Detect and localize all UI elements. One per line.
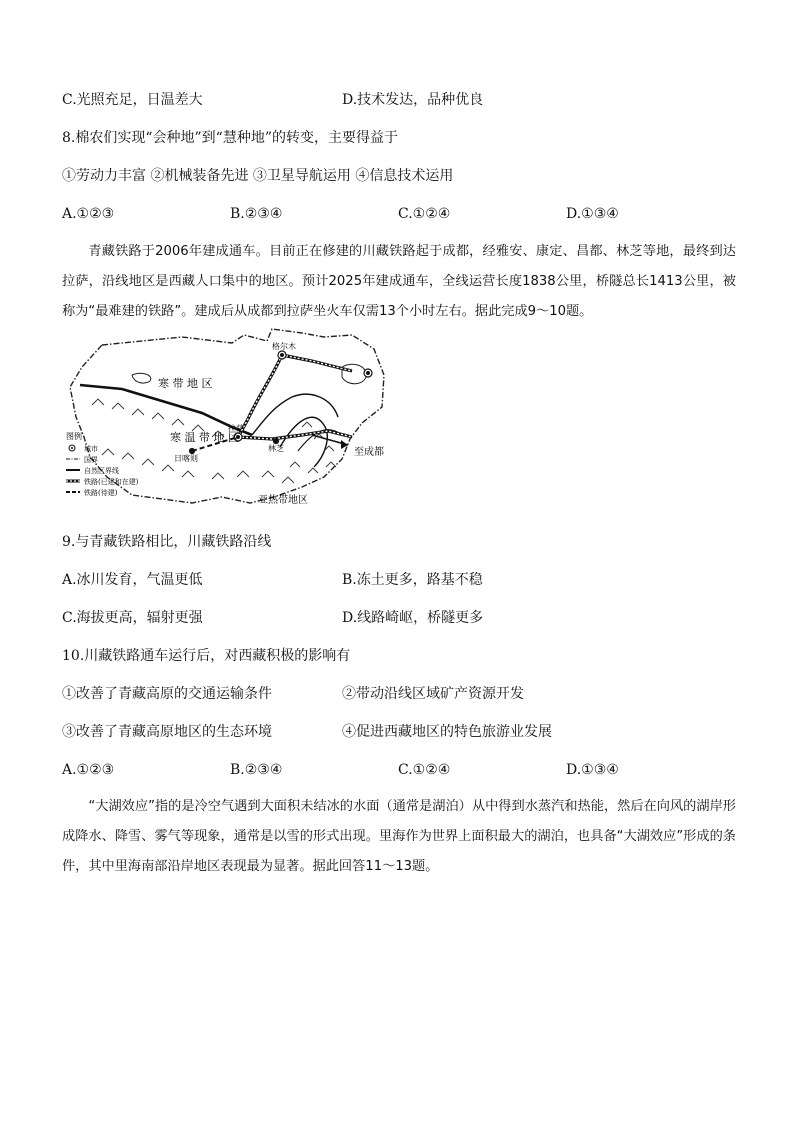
label-golmud: 格尔木 bbox=[272, 342, 296, 351]
passage-2-text: “大湖效应”指的是冷空气遇到大面积未结冰的水面（通常是湖泊）从中得到水蒸汽和热能，然后在向风的湖岸形成降水、降雪、雾气等现象，通常是以雪的形式出现。里海作为世界上面积最大的湖泊，也具备“大湖效应”形成的条件，其中里海南部沿岸地区表现最为显著。据此回答11～13题。 bbox=[62, 799, 736, 874]
label-temperate-zone: 寒 温 带 地 区 bbox=[170, 431, 239, 444]
q9-option-b: B.冻土更多，路基不稳 bbox=[342, 572, 483, 588]
q9-option-a: A.冰川发育，气温更低 bbox=[62, 572, 203, 588]
q7-option-c: C.光照充足，日温差大 bbox=[62, 92, 203, 108]
q10-item-4: ④促进西藏地区的特色旅游业发展 bbox=[342, 724, 552, 740]
passage-1-text: 青藏铁路于2006年建成通车。目前正在修建的川藏铁路起于成都，经雅安、康定、昌都、林芝等地，最终到达拉萨，沿线地区是西藏人口集中的地区。预计2025年建成通车，全线运营长度1838公里，桥隧总长1413公里，被称为“最难建的铁路”。建成后从成都到拉萨坐火车仅需13个小时左右。据此完成9～10题。 bbox=[62, 244, 736, 319]
q8-option-d: D.①③④ bbox=[566, 206, 619, 222]
passage-lake-effect bbox=[62, 792, 736, 882]
q9-stem: 9.与青藏铁路相比，川藏铁路沿线 bbox=[62, 534, 272, 550]
q10-stem: 10.川藏铁路通车运行后，对西藏积极的影响有 bbox=[62, 648, 351, 664]
railway-map bbox=[62, 327, 392, 517]
label-to-chengdu: 至成都 bbox=[354, 447, 384, 458]
label-lhasa: 拉萨 bbox=[228, 424, 244, 433]
label-shigatse: 日喀则 bbox=[174, 454, 198, 463]
q10-item-3: ③改善了青藏高原地区的生态环境 bbox=[62, 724, 272, 740]
q10-item-2: ②带动沿线区域矿产资源开发 bbox=[342, 686, 524, 702]
q10-option-d: D.①③④ bbox=[566, 762, 619, 778]
label-cold-zone: 寒 带 地 区 bbox=[158, 377, 213, 390]
label-nyingchi: 林芝 bbox=[268, 444, 284, 453]
q9-option-d: D.线路崎岖，桥隧更多 bbox=[342, 610, 484, 626]
q10-item-1: ①改善了青藏高原的交通运输条件 bbox=[62, 686, 272, 702]
q8-stem: 8.棉农们实现“会种地”到“慧种地”的转变，主要得益于 bbox=[62, 130, 398, 146]
legend-railway-built: 铁路(已建和在建) bbox=[84, 478, 139, 486]
legend-title: 图例 bbox=[66, 432, 82, 441]
q8-option-c: C.①②④ bbox=[398, 206, 451, 222]
legend-border: 国界 bbox=[84, 456, 98, 464]
q8-option-b: B.②③④ bbox=[230, 206, 283, 222]
legend-city: 城市 bbox=[84, 445, 98, 453]
passage-qinghai-tibet-railway bbox=[62, 237, 736, 327]
q10-option-b: B.②③④ bbox=[230, 762, 283, 778]
q9-option-c: C.海拔更高，辐射更强 bbox=[62, 610, 203, 626]
q10-option-c: C.①②④ bbox=[398, 762, 451, 778]
q7-option-d: D.技术发达，品种优良 bbox=[342, 92, 484, 108]
q8-option-a: A.①②③ bbox=[62, 206, 115, 222]
q8-items: ①劳动力丰富 ②机械装备先进 ③卫星导航运用 ④信息技术运用 bbox=[62, 168, 454, 184]
label-subtropical: 亚热带地区 bbox=[258, 495, 308, 506]
legend-railway-planned: 铁路(待建) bbox=[84, 489, 118, 497]
q10-option-a: A.①②③ bbox=[62, 762, 115, 778]
legend-zone-boundary: 自然区界线 bbox=[84, 467, 119, 475]
